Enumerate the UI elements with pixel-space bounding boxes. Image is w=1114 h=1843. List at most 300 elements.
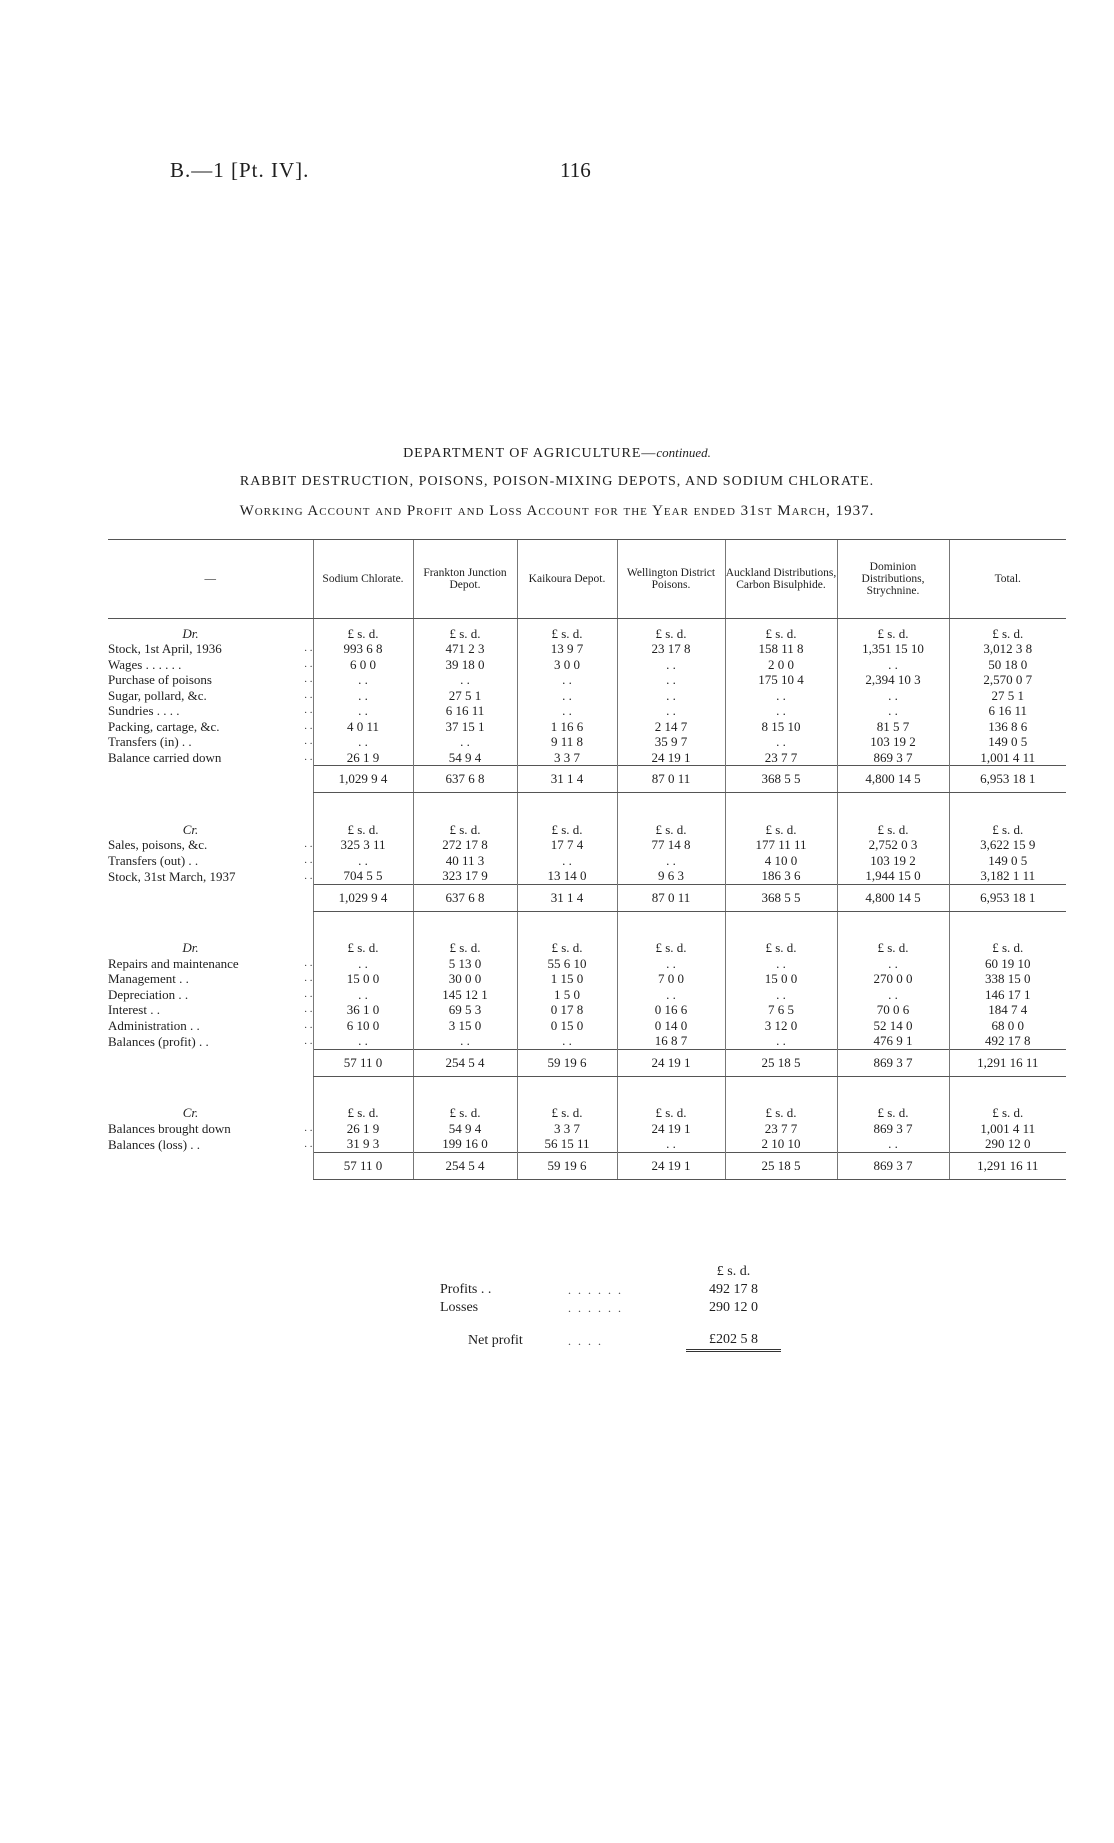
currency-header: £ s. d. [313, 815, 413, 837]
currency-header: £ s. d. [617, 934, 725, 956]
row-value: 30 0 0 [413, 971, 517, 987]
row-value: 149 0 5 [949, 734, 1066, 750]
department-name: DEPARTMENT OF AGRICULTURE— [403, 446, 657, 461]
row-value: . . [313, 987, 413, 1003]
row-label: Stock, 31st March, 1937 [108, 868, 236, 884]
row-value: 6 16 11 [413, 703, 517, 719]
section-spacer [108, 793, 1066, 816]
summary-currency-row [440, 1263, 781, 1281]
total-value: 368 5 5 [725, 766, 837, 793]
total-value: 31 1 4 [517, 766, 617, 793]
total-value: 1,291 16 11 [949, 1049, 1066, 1076]
page-reference: B.—1 [Pt. IV]. [170, 158, 310, 182]
leader-dots: . . [304, 704, 313, 716]
row-value: 23 17 8 [617, 641, 725, 657]
spacer-cell [517, 911, 617, 934]
summary-label: Losses [440, 1300, 479, 1315]
leader-dots: . . [304, 688, 313, 701]
section-heading-row [108, 619, 1066, 642]
totals-label-spacer [108, 1152, 273, 1179]
row-value: 869 3 7 [837, 750, 949, 766]
total-value: 1,029 9 4 [313, 884, 413, 911]
leader-dots: . . [304, 642, 313, 654]
section-subtitle: RABBIT DESTRUCTION, POISONS, POISON-MIXING DEPOTS, AND SODIUM CHLORATE. [239, 474, 875, 489]
row-value: . . [313, 672, 413, 688]
row-value: 27 5 1 [949, 688, 1066, 704]
row-value: 1 16 6 [517, 719, 617, 735]
row-value: 55 6 10 [517, 956, 617, 972]
row-value: 476 9 1 [837, 1033, 949, 1049]
section-spacer [108, 1076, 1066, 1099]
spacer-cell [108, 1076, 273, 1099]
row-value: 186 3 6 [725, 868, 837, 884]
currency-header: £ s. d. [413, 619, 517, 642]
table-row [108, 1018, 1066, 1034]
row-value: . . [313, 956, 413, 972]
row-value: . . [517, 1033, 617, 1049]
continued-note: continued. [656, 445, 711, 460]
leader-dots: . . [304, 838, 313, 850]
currency-header: £ s. d. [517, 619, 617, 642]
row-value: 23 7 7 [725, 750, 837, 766]
net-profit-row [440, 1317, 781, 1351]
currency-header: £ s. d. [313, 1099, 413, 1121]
table-row [108, 987, 1066, 1003]
spacer-cell [837, 793, 949, 816]
row-value: 3 15 0 [413, 1018, 517, 1034]
row-value: 1 5 0 [517, 987, 617, 1003]
row-value: 6 0 0 [313, 657, 413, 673]
row-value: 323 17 9 [413, 868, 517, 884]
row-value: 7 0 0 [617, 971, 725, 987]
department-title [0, 445, 1114, 462]
row-label: Management . . [108, 971, 189, 986]
row-value: 492 17 8 [949, 1033, 1066, 1049]
total-value: 254 5 4 [413, 1152, 517, 1179]
table-row [108, 868, 1066, 884]
row-label: Purchase of poisons [108, 672, 212, 687]
row-value: 3 0 0 [517, 657, 617, 673]
row-value: 158 11 8 [725, 641, 837, 657]
row-value: 36 1 0 [313, 1002, 413, 1018]
row-value: . . [837, 657, 949, 673]
spacer-cell [413, 911, 517, 934]
column-header-wellington: Wellington District Poisons. [617, 540, 725, 619]
row-value: 54 9 4 [413, 1121, 517, 1137]
leader-dots: . . [304, 987, 313, 1000]
row-value: 26 1 9 [313, 750, 413, 766]
totals-row [108, 1152, 1066, 1179]
row-value: 1,351 15 10 [837, 641, 949, 657]
column-header-row [108, 540, 1066, 619]
row-value: 4 10 0 [725, 853, 837, 869]
totals-label-spacer [108, 884, 273, 911]
row-value: 0 15 0 [517, 1018, 617, 1034]
total-value: 24 19 1 [617, 1049, 725, 1076]
row-value: 869 3 7 [837, 1121, 949, 1137]
heading-spacer [273, 1099, 313, 1121]
table-row [108, 837, 1066, 853]
currency-header: £ s. d. [517, 815, 617, 837]
row-label: Transfers (in) . . [108, 734, 192, 749]
row-value: 56 15 11 [517, 1136, 617, 1152]
row-value: 704 5 5 [313, 868, 413, 884]
row-value: . . [837, 688, 949, 704]
spacer-cell [313, 1076, 413, 1099]
row-value: . . [837, 987, 949, 1003]
spacer-cell [617, 911, 725, 934]
row-value: 70 0 6 [837, 1002, 949, 1018]
row-value: . . [725, 734, 837, 750]
row-label: Sugar, pollard, &c. [108, 687, 207, 703]
column-header-frankton: Frankton Junction Depot. [413, 540, 517, 619]
row-value: 31 9 3 [313, 1136, 413, 1152]
table-row [108, 956, 1066, 972]
total-value: 25 18 5 [725, 1152, 837, 1179]
row-value: 24 19 1 [617, 750, 725, 766]
table-row [108, 750, 1066, 766]
row-value: 2 10 10 [725, 1136, 837, 1152]
row-value: 177 11 11 [725, 837, 837, 853]
page-number: 116 [560, 158, 591, 182]
spacer-cell [108, 793, 273, 816]
row-value: 2,394 10 3 [837, 672, 949, 688]
row-value: 145 12 1 [413, 987, 517, 1003]
leader-dots: . . [304, 956, 313, 969]
row-value: . . [617, 956, 725, 972]
spacer-cell [617, 793, 725, 816]
currency-header: £ s. d. [517, 934, 617, 956]
table-row [108, 971, 1066, 987]
row-value: . . [413, 1033, 517, 1049]
row-value: 27 5 1 [413, 688, 517, 704]
row-value: 325 3 11 [313, 837, 413, 853]
row-value: . . [517, 853, 617, 869]
leader-dots: . . [304, 657, 313, 670]
row-value: 54 9 4 [413, 750, 517, 766]
summary-label: Profits . . [440, 1282, 492, 1297]
row-label: Sundries . . . . [108, 703, 180, 718]
leader-dots: . . [304, 1034, 313, 1047]
row-value: 5 13 0 [413, 956, 517, 972]
table-row [108, 1121, 1066, 1137]
working-account-table [108, 539, 1066, 1180]
row-value: 1,001 4 11 [949, 1121, 1066, 1137]
section-heading: Dr. [182, 940, 199, 955]
currency-header: £ s. d. [725, 1099, 837, 1121]
total-value: 87 0 11 [617, 766, 725, 793]
currency-header: £ s. d. [837, 619, 949, 642]
currency-header: £ s. d. [949, 934, 1066, 956]
currency-header: £ s. d. [837, 934, 949, 956]
total-value: 869 3 7 [837, 1049, 949, 1076]
row-value: . . [517, 703, 617, 719]
row-value: 77 14 8 [617, 837, 725, 853]
leader-dots: . . [304, 1121, 313, 1134]
row-label: Sales, poisons, &c. [108, 837, 208, 852]
row-value: 2,570 0 7 [949, 672, 1066, 688]
row-value: . . [313, 1033, 413, 1049]
row-value: 6 16 11 [949, 703, 1066, 719]
row-label: Balances brought down [108, 1120, 231, 1136]
row-value: 1,944 15 0 [837, 868, 949, 884]
total-value: 4,800 14 5 [837, 766, 949, 793]
currency-header: £ s. d. [949, 619, 1066, 642]
row-value: 3,182 1 11 [949, 868, 1066, 884]
spacer-cell [413, 793, 517, 816]
row-value: 15 0 0 [725, 971, 837, 987]
row-value: 1,001 4 11 [949, 750, 1066, 766]
row-value: . . [313, 703, 413, 719]
row-value: . . [725, 703, 837, 719]
total-value: 637 6 8 [413, 766, 517, 793]
section-heading-row [108, 934, 1066, 956]
row-value: . . [413, 734, 517, 750]
total-value: 368 5 5 [725, 884, 837, 911]
net-profit-label: Net profit [468, 1332, 523, 1348]
total-value: 25 18 5 [725, 1049, 837, 1076]
row-value: 199 16 0 [413, 1136, 517, 1152]
leader-dots: . . [304, 719, 313, 732]
row-label: Interest . . [108, 1002, 160, 1017]
row-value: 24 19 1 [617, 1121, 725, 1137]
row-value: 68 0 0 [949, 1018, 1066, 1034]
column-header-auckland: Auckland Distributions, Carbon Bisulphide. [725, 540, 837, 619]
summary-value: 492 17 8 [709, 1282, 758, 1297]
currency-header: £ s. d. [413, 815, 517, 837]
currency-header: £ s. d. [313, 934, 413, 956]
row-value: . . [617, 657, 725, 673]
leader-dots: . . [304, 1018, 313, 1031]
table-row [108, 641, 1066, 657]
row-value: 3,012 3 8 [949, 641, 1066, 657]
currency-header: £ s. d. [617, 1099, 725, 1121]
spacer-cell [949, 1076, 1066, 1099]
row-value: . . [725, 956, 837, 972]
row-value: 52 14 0 [837, 1018, 949, 1034]
table-row [108, 1033, 1066, 1049]
spacer-cell [273, 793, 313, 816]
spacer-cell [313, 911, 413, 934]
total-value: 57 11 0 [313, 1152, 413, 1179]
row-label: Balances (profit) . . [108, 1033, 209, 1049]
leader-dots: . . [304, 869, 313, 882]
total-value: 869 3 7 [837, 1152, 949, 1179]
total-value: 87 0 11 [617, 884, 725, 911]
currency-header: £ s. d. [725, 815, 837, 837]
net-profit-value: £202 5 8 [686, 1317, 781, 1351]
row-value: . . [837, 1136, 949, 1152]
leader-dots: . . [304, 1137, 313, 1150]
currency-header: £ s. d. [725, 619, 837, 642]
spacer-cell [413, 1076, 517, 1099]
total-value: 59 19 6 [517, 1152, 617, 1179]
row-value: 471 2 3 [413, 641, 517, 657]
total-value: 4,800 14 5 [837, 884, 949, 911]
currency-header: £ s. d. [949, 1099, 1066, 1121]
currency-header: £ s. d. [837, 1099, 949, 1121]
section-heading: Dr. [182, 625, 199, 641]
spacer-cell [837, 1076, 949, 1099]
total-value: 6,953 18 1 [949, 884, 1066, 911]
heading-spacer [273, 815, 313, 837]
currency-header: £ s. d. [837, 815, 949, 837]
currency-header: £ s. d. [517, 1099, 617, 1121]
row-value: 2 14 7 [617, 719, 725, 735]
table-row [108, 703, 1066, 719]
currency-header: £ s. d. [949, 815, 1066, 837]
total-value: 1,029 9 4 [313, 766, 413, 793]
row-label: Administration . . [108, 1017, 200, 1033]
row-value: 136 8 6 [949, 719, 1066, 735]
row-value: . . [413, 672, 517, 688]
totals-label-spacer [108, 766, 273, 793]
row-value: 1 15 0 [517, 971, 617, 987]
leader-dots: . . [304, 1003, 313, 1015]
table-row [108, 734, 1066, 750]
row-value: 37 15 1 [413, 719, 517, 735]
column-header-label: — [108, 540, 313, 619]
totals-dots-spacer [273, 1049, 313, 1076]
total-value: 31 1 4 [517, 884, 617, 911]
row-value: 6 10 0 [313, 1018, 413, 1034]
table-row [108, 1136, 1066, 1152]
summary-row [440, 1299, 781, 1317]
currency-header: £ s. d. [413, 934, 517, 956]
spacer-cell [837, 911, 949, 934]
currency-header: £ s. d. [413, 1099, 517, 1121]
row-value: 103 19 2 [837, 853, 949, 869]
spacer-cell [108, 911, 273, 934]
section-heading-row [108, 815, 1066, 837]
row-value: 3 12 0 [725, 1018, 837, 1034]
totals-dots-spacer [273, 766, 313, 793]
row-value: 270 0 0 [837, 971, 949, 987]
spacer-cell [517, 793, 617, 816]
total-value: 637 6 8 [413, 884, 517, 911]
row-value: 175 10 4 [725, 672, 837, 688]
spacer-cell [949, 911, 1066, 934]
totals-row [108, 766, 1066, 793]
summary-row [440, 1281, 781, 1299]
row-value: 9 11 8 [517, 734, 617, 750]
row-value: . . [617, 853, 725, 869]
section-heading-row [108, 1099, 1066, 1121]
heading-spacer [273, 934, 313, 956]
leader-dots: . . [304, 735, 313, 747]
table-row [108, 719, 1066, 735]
total-value: 24 19 1 [617, 1152, 725, 1179]
spacer-cell [949, 793, 1066, 816]
leader-dots: . . [304, 751, 313, 763]
row-value: 50 18 0 [949, 657, 1066, 673]
row-value: 3 3 7 [517, 750, 617, 766]
row-value: . . [725, 987, 837, 1003]
net-profit-dots: . . . . [568, 1333, 603, 1348]
table-row [108, 688, 1066, 704]
row-value: 2,752 0 3 [837, 837, 949, 853]
summary-currency: £ s. d. [716, 1264, 751, 1279]
profit-summary [440, 1263, 781, 1352]
total-value: 57 11 0 [313, 1049, 413, 1076]
currency-header: £ s. d. [725, 934, 837, 956]
row-value: . . [617, 688, 725, 704]
spacer-cell [725, 911, 837, 934]
totals-dots-spacer [273, 884, 313, 911]
leader-dots: . . [304, 972, 313, 984]
row-value: . . [617, 987, 725, 1003]
totals-label-spacer [108, 1049, 273, 1076]
row-label: Balance carried down [108, 750, 222, 765]
row-value: 39 18 0 [413, 657, 517, 673]
heading-spacer [273, 619, 313, 642]
currency-header: £ s. d. [617, 619, 725, 642]
spacer-cell [273, 1076, 313, 1099]
row-value: 3,622 15 9 [949, 837, 1066, 853]
row-label: Depreciation . . [108, 986, 189, 1002]
currency-header: £ s. d. [313, 619, 413, 642]
row-label: Balances (loss) . . [108, 1136, 201, 1152]
row-value: 290 12 0 [949, 1136, 1066, 1152]
row-value: . . [517, 688, 617, 704]
row-value: 2 0 0 [725, 657, 837, 673]
row-value: 81 5 7 [837, 719, 949, 735]
total-value: 254 5 4 [413, 1049, 517, 1076]
row-value: 7 6 5 [725, 1002, 837, 1018]
row-value: 60 19 10 [949, 956, 1066, 972]
summary-dots: . . . . . . [568, 1301, 623, 1315]
account-title: Working Account and Profit and Loss Account for the Year ended 31st March, 1937. [239, 503, 875, 519]
row-value: . . [517, 672, 617, 688]
section-spacer [108, 911, 1066, 934]
currency-header: £ s. d. [617, 815, 725, 837]
spacer-cell [517, 1076, 617, 1099]
total-value: 6,953 18 1 [949, 766, 1066, 793]
row-value: 8 15 10 [725, 719, 837, 735]
summary-dots: . . . . . . [568, 1283, 623, 1297]
row-value: . . [725, 688, 837, 704]
row-label: Transfers (out) . . [108, 852, 199, 868]
spacer-cell [273, 911, 313, 934]
row-value: 69 5 3 [413, 1002, 517, 1018]
row-value: 146 17 1 [949, 987, 1066, 1003]
spacer-cell [313, 793, 413, 816]
row-value: . . [313, 688, 413, 704]
row-value: 40 11 3 [413, 853, 517, 869]
table-row [108, 657, 1066, 673]
spacer-cell [725, 793, 837, 816]
row-label: Stock, 1st April, 1936 [108, 641, 222, 656]
leader-dots: . . [304, 853, 313, 866]
row-value: 17 7 4 [517, 837, 617, 853]
row-value: . . [617, 703, 725, 719]
row-value: 0 14 0 [617, 1018, 725, 1034]
section-heading: Cr. [182, 1105, 199, 1120]
row-label: Packing, cartage, &c. [108, 718, 220, 734]
row-value: 272 17 8 [413, 837, 517, 853]
row-value: 103 19 2 [837, 734, 949, 750]
row-value: 184 7 4 [949, 1002, 1066, 1018]
row-value: 149 0 5 [949, 853, 1066, 869]
row-value: 0 16 6 [617, 1002, 725, 1018]
spacer-cell [725, 1076, 837, 1099]
row-label: Wages . . . . . . [108, 656, 182, 672]
row-value: 0 17 8 [517, 1002, 617, 1018]
column-header-sodium-chlorate: Sodium Chlorate. [313, 540, 413, 619]
row-label: Repairs and maintenance [108, 955, 239, 971]
summary-value: 290 12 0 [709, 1300, 758, 1315]
spacer-cell [617, 1076, 725, 1099]
